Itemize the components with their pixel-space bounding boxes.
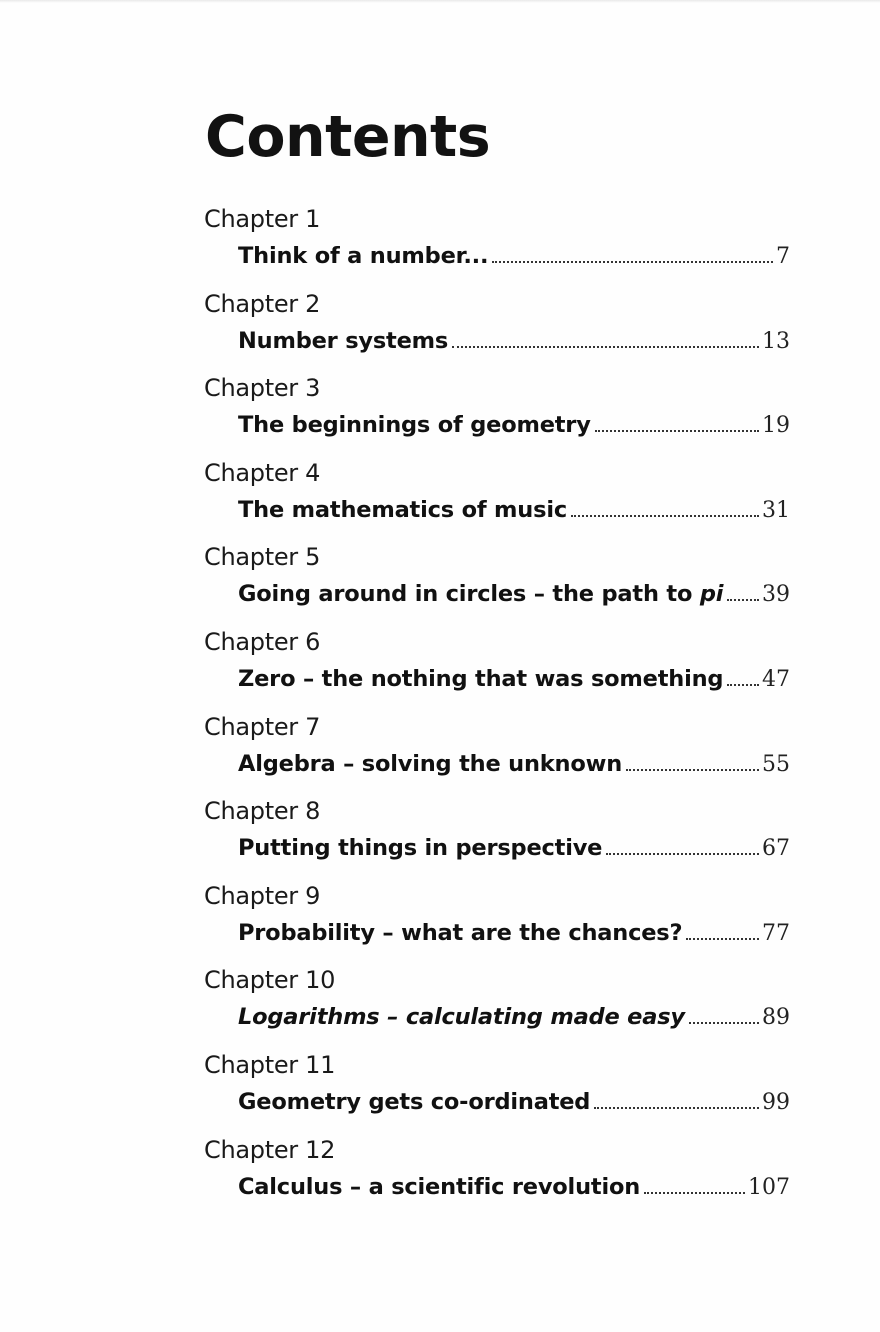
dot-leader — [606, 852, 759, 855]
chapter-title: Number systems — [238, 327, 449, 354]
chapter-label: Chapter 10 — [204, 966, 336, 995]
dot-leader — [626, 768, 759, 771]
chapter-label: Chapter 6 — [204, 627, 321, 656]
dot-leader — [595, 429, 759, 432]
page-title: Contents — [205, 104, 491, 170]
page-number: 89 — [762, 1005, 790, 1031]
chapter-label: Chapter 4 — [204, 458, 321, 487]
chapter-title: Think of a number... — [238, 243, 489, 269]
dot-leader — [689, 1021, 759, 1024]
chapter-title: Zero – the nothing that was something — [238, 665, 724, 692]
toc-entry-8[interactable] — [200, 795, 790, 880]
chapter-title: The beginnings of geometry — [238, 412, 591, 439]
toc-entry-1[interactable] — [200, 203, 790, 288]
dot-leader — [492, 260, 773, 263]
toc-entry-5[interactable] — [200, 541, 790, 626]
dot-leader — [686, 937, 759, 940]
dot-leader — [644, 1191, 745, 1194]
page-number: 31 — [762, 497, 790, 523]
toc-entry-11[interactable] — [200, 1049, 790, 1134]
toc-entry-6[interactable] — [200, 626, 790, 711]
page-number: 107 — [748, 1174, 790, 1200]
chapter-label: Chapter 9 — [204, 881, 321, 910]
dot-leader — [571, 514, 759, 517]
chapter-label: Chapter 11 — [204, 1050, 336, 1079]
chapter-label: Chapter 12 — [204, 1135, 336, 1164]
chapter-label: Chapter 3 — [204, 374, 321, 403]
dot-leader — [727, 598, 759, 601]
chapter-title-main: Going around in circles – the path to — [238, 581, 700, 608]
page-number: 47 — [762, 666, 790, 692]
chapter-title — [238, 581, 723, 607]
page-number: 77 — [762, 920, 790, 946]
chapter-title: Calculus – a scientific revolution — [238, 1173, 641, 1200]
page-number: 13 — [762, 328, 790, 354]
chapter-label: Chapter 1 — [204, 205, 321, 233]
page-number: 67 — [762, 836, 790, 862]
dot-leader — [727, 683, 759, 686]
chapter-title: Geometry gets co-ordinated — [238, 1088, 591, 1115]
chapter-title: Probability – what are the chances? — [238, 919, 683, 946]
chapter-label: Chapter 2 — [204, 289, 321, 318]
dot-leader — [452, 345, 759, 348]
chapter-label: Chapter 8 — [204, 797, 321, 826]
chapter-label: Chapter 7 — [204, 712, 321, 741]
toc-entry-9[interactable] — [200, 880, 790, 965]
toc-entry-10[interactable] — [200, 964, 790, 1049]
chapter-title-italic: pi — [699, 581, 724, 608]
table-of-contents — [200, 203, 790, 1218]
page-number: 7 — [776, 244, 790, 269]
chapter-title: Algebra – solving the unknown — [238, 750, 623, 777]
page-number: 55 — [762, 751, 790, 777]
page-number: 99 — [762, 1089, 790, 1115]
page-number: 19 — [762, 413, 790, 439]
chapter-title: The mathematics of music — [238, 496, 567, 523]
toc-entry-4[interactable] — [200, 457, 790, 542]
chapter-label: Chapter 5 — [204, 543, 321, 572]
dot-leader — [594, 1106, 759, 1109]
toc-entry-2[interactable] — [200, 288, 790, 373]
chapter-title: Logarithms – calculating made easy — [238, 1004, 685, 1031]
toc-entry-12[interactable] — [200, 1134, 790, 1219]
scan-edge — [0, 0, 880, 3]
toc-entry-3[interactable] — [200, 372, 790, 457]
toc-entry-7[interactable] — [200, 711, 790, 796]
page-number: 39 — [762, 582, 790, 608]
chapter-title: Putting things in perspective — [238, 835, 603, 862]
